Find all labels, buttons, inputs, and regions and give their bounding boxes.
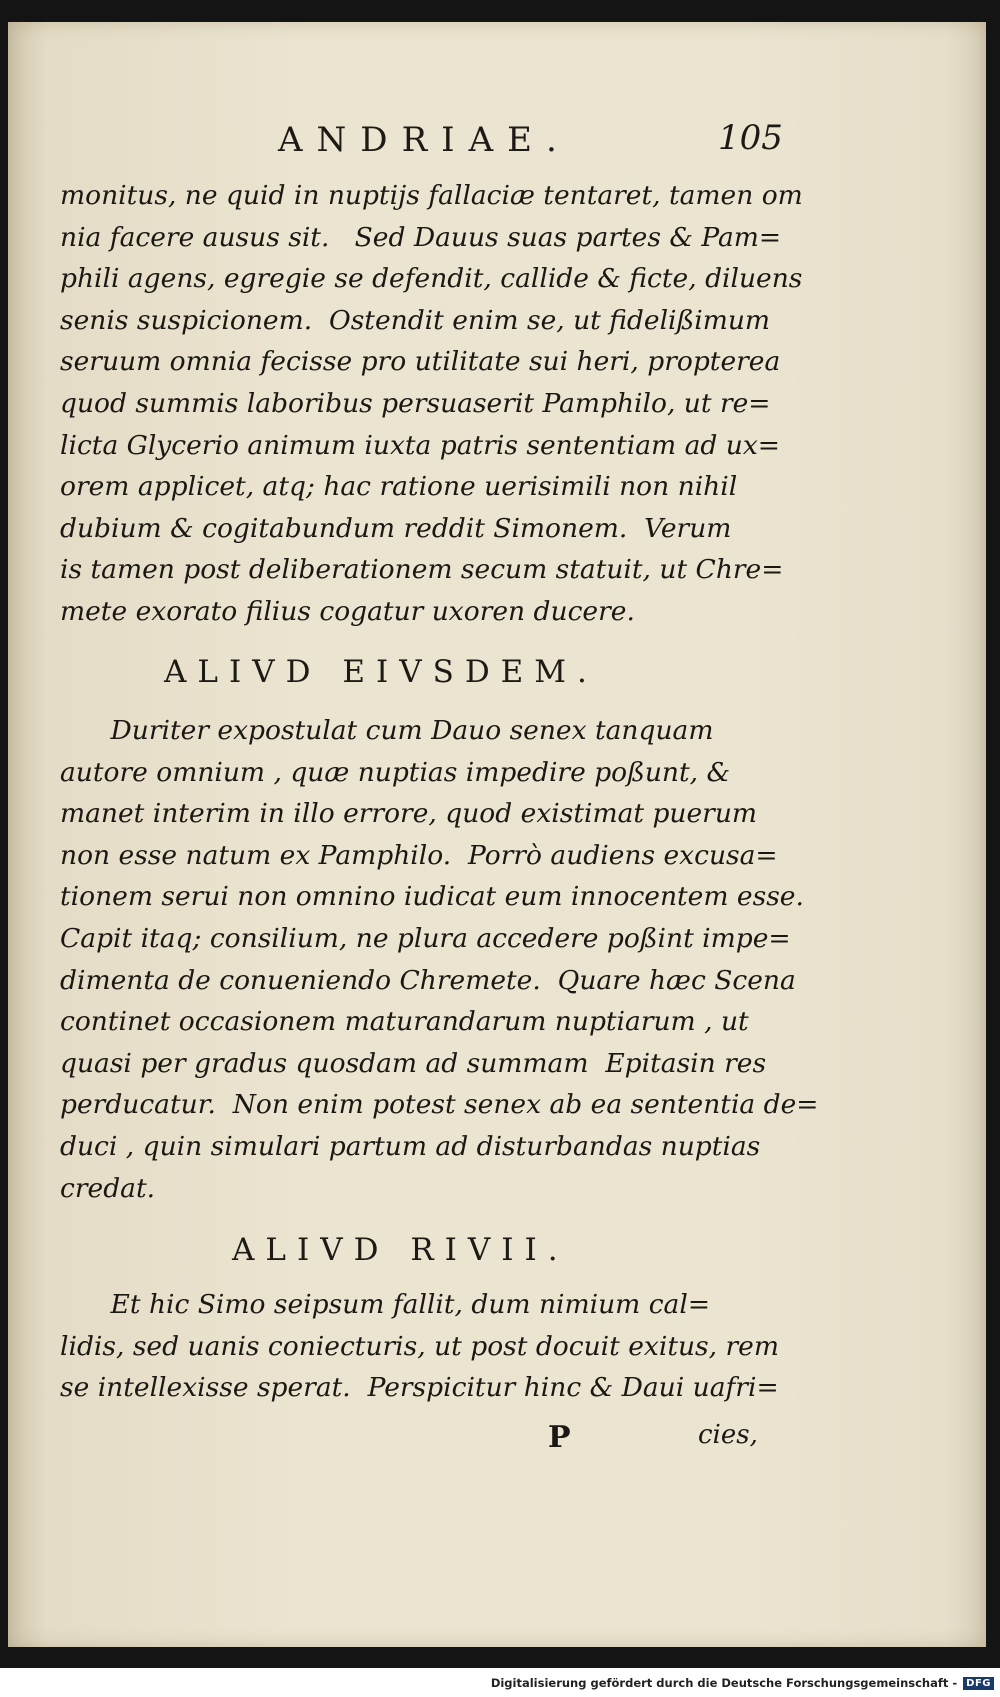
text-line: lidis, sed uanis coniecturis, ut post docuit exitus, rem bbox=[60, 1330, 779, 1362]
text-line: mete exorato filius cogatur uxoren ducere. bbox=[60, 595, 635, 627]
text-line: quasi per gradus quosdam ad summam Epitasin res bbox=[60, 1047, 767, 1079]
text-line: duci , quin simulari partum ad disturbandas nuptias bbox=[60, 1130, 761, 1162]
text-line: nia facere ausus sit. Sed Dauus suas partes & Pam= bbox=[60, 221, 782, 253]
digitization-credit bbox=[491, 1673, 994, 1693]
paragraph-block bbox=[60, 710, 819, 1209]
text-line: continet occasionem maturandarum nuptiarum , ut bbox=[60, 1006, 749, 1038]
text-line: licta Glycerio animum iuxta patris sententiam ad ux= bbox=[60, 429, 780, 461]
book-page bbox=[8, 22, 986, 1647]
text-line: dimenta de conueniendo Chremete. Quare hæc Scena bbox=[60, 964, 796, 996]
credit-text: Digitalisierung gefördert durch die Deutsche Forschungsgemeinschaft - bbox=[490, 1676, 958, 1690]
text-line: phili agens, egregie se defendit, callide & ficte, diluens bbox=[60, 263, 803, 295]
signature-mark: P bbox=[548, 1420, 571, 1455]
text-line: senis suspicionem. Ostendit enim se, ut fidelißimum bbox=[60, 304, 771, 336]
text-line: perducatur. Non enim potest senex ab ea sententia de= bbox=[60, 1089, 819, 1121]
catchword: cies, bbox=[698, 1420, 758, 1450]
running-title: ANDRIAE. bbox=[278, 120, 571, 160]
text-line: Et hic Simo seipsum fallit, dum nimium cal= bbox=[60, 1289, 711, 1320]
paragraph-block bbox=[60, 175, 803, 633]
text-line: seruum omnia fecisse pro utilitate sui heri, propterea bbox=[60, 346, 781, 378]
section-heading: ALIVD RIVII. bbox=[232, 1232, 569, 1268]
section-heading: ALIVD EIVSDEM. bbox=[164, 654, 598, 690]
text-line: Capit itaq; consilium, ne plura accedere poßint impe= bbox=[60, 922, 791, 954]
text-line: credat. bbox=[60, 1172, 156, 1204]
text-line: orem applicet, atq; hac ratione uerisimili non nihil bbox=[60, 471, 738, 503]
text-line: Duriter expostulat cum Dauo senex tanquam bbox=[60, 715, 714, 746]
running-head bbox=[8, 114, 986, 162]
text-line: tionem serui non omnino iudicat eum innocentem esse. bbox=[60, 881, 804, 913]
text-line: is tamen post deliberationem secum statuit, ut Chre= bbox=[60, 554, 784, 586]
text-line: se intellexisse sperat. Perspicitur hinc & Daui uafri= bbox=[60, 1372, 779, 1404]
text-line: dubium & cogitabundum reddit Simonem. Verum bbox=[60, 512, 732, 544]
dfg-logo: DFG bbox=[963, 1677, 994, 1690]
text-line: autore omnium , quæ nuptias impedire poßunt, & bbox=[60, 756, 731, 788]
paragraph-block bbox=[60, 1284, 790, 1409]
page-number: 105 bbox=[718, 118, 783, 158]
text-line: quod summis laboribus persuaserit Pamphilo, ut re= bbox=[60, 387, 771, 419]
text-line: monitus, ne quid in nuptijs fallaciæ tentaret, tamen om bbox=[60, 180, 803, 211]
text-line: manet interim in illo errore, quod existimat puerum bbox=[60, 798, 758, 830]
text-line: non esse natum ex Pamphilo. Porrò audiens excusa= bbox=[60, 839, 778, 871]
